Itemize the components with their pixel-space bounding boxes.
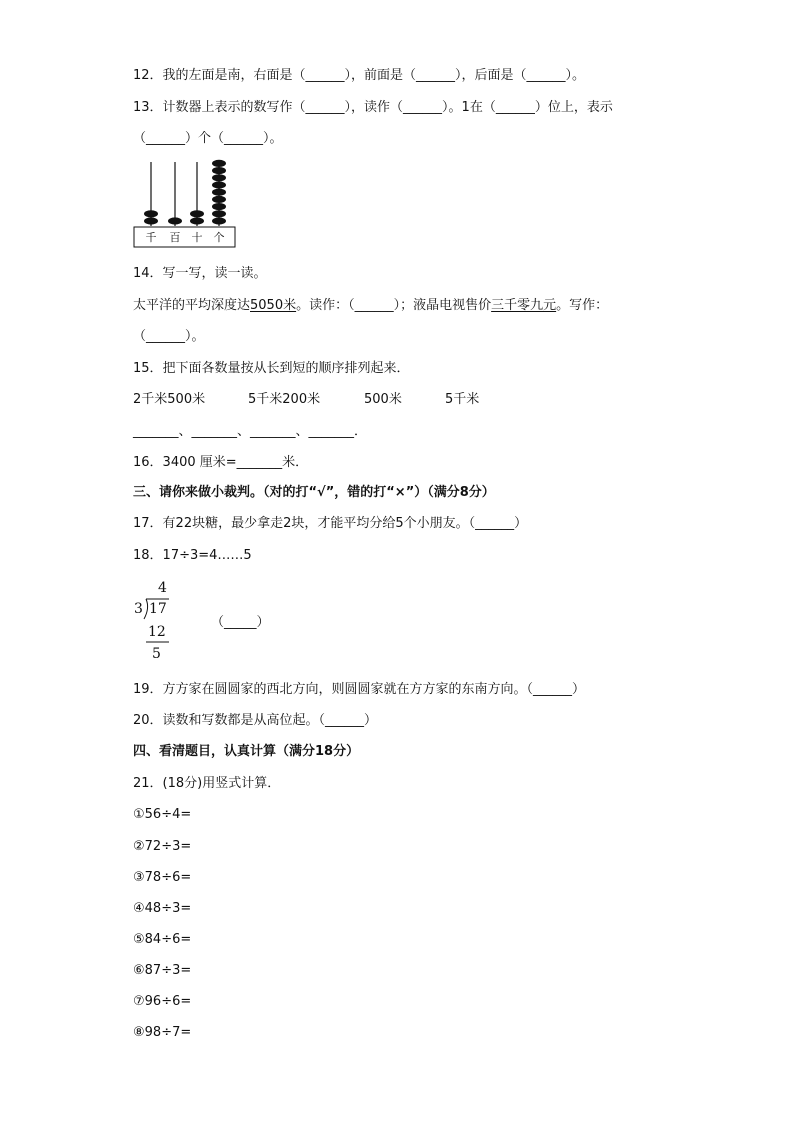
- abacus-bead: [168, 217, 182, 224]
- abacus-bead: [212, 181, 226, 188]
- division-quotient: 4: [158, 580, 167, 596]
- question-14-line-2: （______）。: [133, 329, 205, 344]
- abacus-bead: [144, 210, 158, 217]
- abacus-bead: [212, 203, 226, 210]
- question-15-title: 15．把下面各数量按从长到短的顺序排列起来．: [133, 361, 410, 376]
- abacus-beads: [144, 160, 226, 225]
- q14-number-underlined: 5050米: [250, 298, 297, 313]
- question-16: 16．3400 厘米=_______米．: [133, 455, 309, 470]
- q14-chinese-number-underlined: 三千零九元: [491, 298, 557, 313]
- abacus-bead: [212, 160, 226, 167]
- division-remainder: 5: [152, 646, 161, 662]
- q18-answer-blank: （_____）: [211, 615, 270, 630]
- abacus-label-hundreds: 百: [169, 231, 181, 244]
- division-product: 12: [148, 624, 166, 640]
- division-bracket-curve: [144, 599, 148, 619]
- question-20: 20．读数和写数都是从高位起。（______）: [133, 713, 378, 728]
- division-divisor: 3: [134, 601, 143, 617]
- abacus-bead: [190, 217, 204, 224]
- question-13-line-2: （______）个（______）。: [133, 131, 283, 146]
- question-17: 17．有22块糖，最少拿走2块，才能平均分给5个小朋友。（______）: [133, 516, 528, 531]
- abacus-label-tens: 十: [191, 231, 203, 244]
- division-dividend: 17: [149, 601, 167, 617]
- abacus-bead: [212, 189, 226, 196]
- abacus-label-thousands: 千: [145, 231, 157, 244]
- q15-item-2: 5千米200米: [248, 392, 321, 407]
- section-3-heading: 三、请你来做小裁判。（对的打“√”，错的打“×”）（满分8分）: [133, 485, 495, 500]
- abacus-label-ones: 个: [213, 231, 225, 244]
- question-14-title: 14．写一写，读一读。: [133, 266, 267, 281]
- abacus-bead: [212, 167, 226, 174]
- abacus-bead: [144, 217, 158, 224]
- q15-item-3: 500米: [364, 392, 402, 407]
- q14-text-a: 太平洋的平均深度达: [133, 298, 251, 313]
- abacus-bead: [212, 210, 226, 217]
- abacus-rods: [151, 162, 219, 226]
- division-bracket: [133, 580, 193, 664]
- question-13-line-1: 13．计数器上表示的数写作（______），读作（______）。1在（______）位上，表示: [133, 100, 613, 115]
- q21-item-6: ⑥87÷3=: [133, 963, 192, 978]
- abacus-bead: [212, 217, 226, 224]
- q21-item-2: ②72÷3=: [133, 839, 192, 854]
- question-14-line-1: [133, 297, 608, 315]
- q21-item-3: ③78÷6=: [133, 870, 192, 885]
- q21-item-1: ①56÷4=: [133, 807, 192, 822]
- q14-text-b: 。读作：（______）；液晶电视售价: [296, 298, 492, 313]
- q15-item-1: 2千米500米: [133, 392, 206, 407]
- q15-item-4: 5千米: [445, 392, 480, 407]
- abacus-bead: [212, 196, 226, 203]
- q21-item-7: ⑦96÷6=: [133, 994, 192, 1009]
- question-19: 19．方方家在圆圆家的西北方向，则圆圆家就在方方家的东南方向。（______）: [133, 682, 586, 697]
- q15-answer-blanks: _______、_______、_______、_______．: [133, 424, 368, 439]
- abacus-bead: [212, 174, 226, 181]
- question-12: 12．我的左面是南，右面是（______），前面是（______），后面是（______）。: [133, 68, 586, 83]
- abacus-bead: [190, 210, 204, 217]
- q21-item-8: ⑧98÷7=: [133, 1025, 192, 1040]
- q21-item-4: ④48÷3=: [133, 901, 192, 916]
- q21-item-5: ⑤84÷6=: [133, 932, 192, 947]
- q14-text-c: 。写作：: [556, 298, 609, 313]
- question-21: 21．(18分)用竖式计算．: [133, 776, 281, 791]
- abacus-diagram: [133, 158, 236, 248]
- question-18: 18．17÷3=4……5: [133, 548, 252, 563]
- long-division-diagram: [133, 580, 193, 664]
- section-4-heading: 四、看清题目，认真计算（满分18分）: [133, 744, 360, 759]
